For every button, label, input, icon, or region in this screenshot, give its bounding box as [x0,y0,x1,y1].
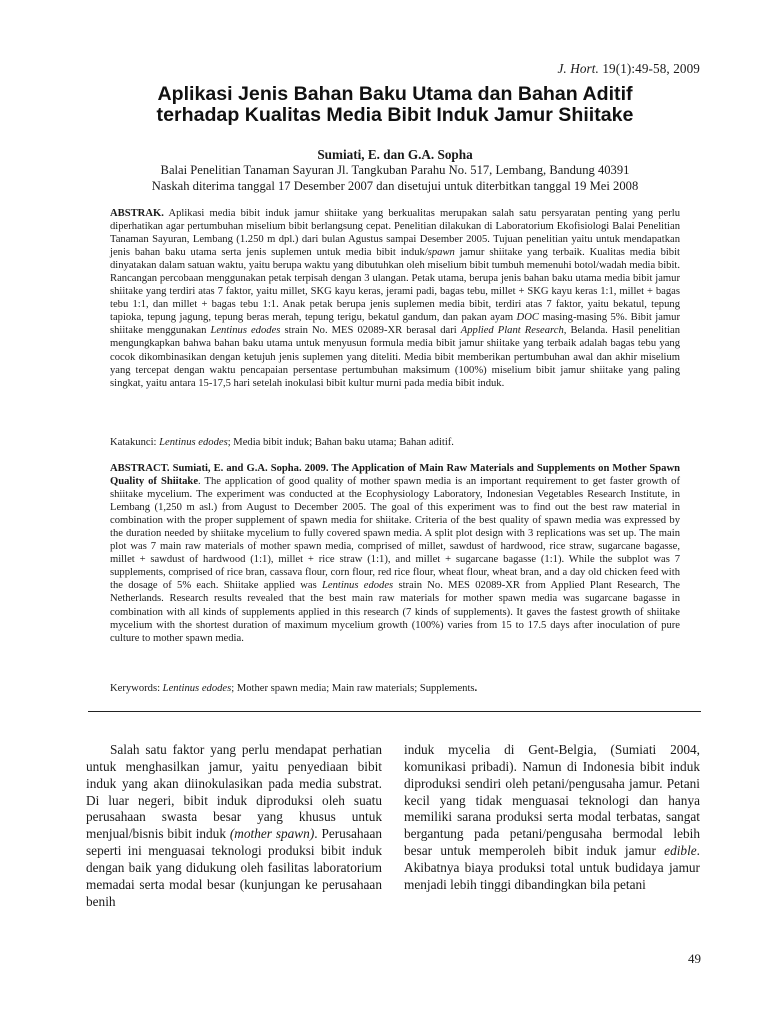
section-divider [88,711,701,712]
abstrak-text-3: masing-masing 5%. Bibit jamur shiitake menggunakan [110,312,680,337]
right-text-2: . Akibatnya biaya produksi total untuk budidaya jamur menjadi lebih tinggi dibandingkan bila petani [404,843,700,892]
abstrak-text-1: Aplikasi media bibit induk jamur shiitake yang berkualitas merupakan salah satu persyaratan penting yang perlu diperhatikan agar pertumbuhan miselium bibit berlangsung cepat. Penelitian dilakukan di Laboratorium Ekofisiologi Balai Penelitian Tanaman Sayuran, Lembang (1.250 m dpl.) dari bulan Agustus sampai Desember 2005. Tujuan penelitian yaitu untuk mendapatkan jenis bahan baku utama serta jenis suplemen untuk media bibit induk/ [110,208,680,259]
journal-reference [557,61,700,77]
title-line-1: Aplikasi Jenis Bahan Baku Utama dan Bahan Aditif [157,83,633,105]
abstrak-species: Lentinus edodes [210,325,281,337]
abstract-species: Lentinus edodes [321,580,394,592]
title-line-2: terhadap Kualitas Media Bibit Induk Jamur Shiitake [156,104,634,126]
abstrak-text-4: strain No. MES 02089-XR berasal dari [280,325,461,337]
right-text-1: induk mycelia di Gent-Belgia, (Sumiati 2004, komunikasi pribadi). Namun di Indonesia bibit induk diproduksi sendiri oleh petani/pengusaha jamur. Petani kecil yang tidak menguasai teknologi dan hanya memiliki sarana produksi serta modal terbatas, sangat bergantung pada petani/pengusaha bermodal lebih besar untuk memperoleh bibit induk jamur [404,742,700,859]
abstrak-text-2: jamur shiitake yang terbaik. Kualitas media bibit dinyatakan dalam satuan waktu, yaitu berupa waktu yang dibutuhkan oleh miselium bibit tumbuh memenuhi botol/wadah media bibit. Rancangan percobaan menggunakan petak terpisah dengan 3 ulangan. Petak utama, berupa jenis bahan baku utama media bibit jamur shiitake yang terdiri atas 7 faktor, yaitu millet, SKG kayu keras, jerami padi, bagas tebu, millet + SKG kayu keras 1:1, millet + bagas tebu 1:1, dan millet + bagas tebu 1:1. Anak petak berupa jenis suplemen media bibit, terdiri atas 7 faktor, yaitu bekatul, tepung tapioka, tepung jagung, tepung beras merah, tepung terigu, bekatul gandum, dan pakan ayam [110,247,680,324]
abstrak-spawn: spawn [427,247,455,259]
keywords-end: . [474,683,478,694]
affiliation [95,163,695,194]
katakunci [110,436,680,449]
keywords-english [110,682,680,695]
institute: Balai Penelitian Tanaman Sayuran Jl. Tangkuban Parahu No. 517, Lembang, Bandung 40391 [160,163,630,177]
abstrak-text-5: Belanda. Hasil penelitian mengungkapkan bahwa bahan baku utama untuk menyusun formula media bibit jamur shiitake yang terbaik adalah bagas tebu yang cocok dikombinasikan dengan ketujuh jenis suplemen yang diteliti. Media bibit memberikan pertumbuhan awal dan akhir miselium yang tercepat dengan waktu pencapaian persentase pertumbuhan maksimum (100%) miselium bibit jamur shiitake yang paling singkat, yaitu antara 15-17,5 hari setelah inokulasi bibit kultur murni pada media bibit induk. [110,325,681,389]
submission-dates: Naskah diterima tanggal 17 Desember 2007 dan disetujui untuk diterbitkan tanggal 19 Mei 2008 [151,178,639,193]
katakunci-rest: ; Media bibit induk; Bahan baku utama; Bahan aditif. [227,437,454,448]
body-column-left [86,742,382,910]
authors: Sumiati, E. dan G.A. Sopha [317,147,473,162]
journal-abbrev: J. Hort. [557,61,599,76]
abstrak [110,207,680,390]
left-italic: (mother spawn) [229,826,315,842]
left-text-1: Salah satu faktor yang perlu mendapat perhatian untuk menghasilkan jamur, yaitu penyediaan bibit induk yang akan diinokulasikan pada media substrat. Di luar negeri, bibit induk diproduksi oleh suatu perusahaan swasta besar yang khusus untuk menjual/bisnis bibit induk [86,742,382,842]
abstract-text-2: strain No. MES 02089-XR from Applied Plant Research, The Netherlands. Research results revealed that the best main raw materials for mother spawn media was sugarcane bagasse in combination with all kinds of supplements applied in this research (7 kinds of supplements). It gaves the fastest growth of shiitake mycelium with the shortest duration of maximum mycelium growth (100%) varies from 15 to 17.5 days after inoculation of pure culture to mother spawn media. [110,580,681,644]
abstract-english [110,462,680,645]
abstrak-label: ABSTRAK. [110,208,164,219]
paper-title [108,84,682,126]
left-text-2: . Perusahaan seperti ini menguasai teknologi produksi bibit induk dengan baik yang didukung oleh fasilitas laboratorium memadai serta modal besar (kunjungan ke perusahaan benih [86,826,382,909]
katakunci-species: Lentinus edodes [159,437,228,448]
body-column-right [404,742,700,894]
page-number: 49 [688,951,701,966]
journal-volume: 19(1):49-58, 2009 [602,61,700,76]
abstract-heading: ABSTRACT. Sumiati, E. and G.A. Sopha. 2009. The Application of Main Raw Materials and Supplements on Mother Spawn Quality of Shiitake [110,463,680,488]
abstrak-source: Applied Plant Research, [460,325,567,337]
keywords-rest: ; Mother spawn media; Main raw materials; Supplements [231,683,475,694]
abstract-text-1: . The application of good quality of mother spawn media is an important requirement to get faster growth of shiitake mycelium. The experiment was conducted at the Ecophysiology Laboratory, Indonesian Vegetables Research Institute, in Lembang (1,250 m asl.) from August to December 2005. The goal of this experiment was to find out the best raw material in combination with the proper supplement of spawn media for shiitake. Criteria of the best quality of spawn media was expressed by the duration needed by shiitake mycelium to fully covered spawn media. A split plot design with 3 replications was set up. The main plot was 7 main raw materials of mother spawn media, comprised of millet, sawdust of hardwood, rice straw, sugarcane bagasse, millet + sawdust of hardwood (1:1), millet + rice straw (1:1), and millet + sugarcane bagasse (1:1). While the subplot was 7 supplements, comprised of rice bran, cassava flour, corn flour, red rice flour, wheat flour, wheat bran, and a day old chicken feed with the dosage of 5% each. Shiitake applied was [110,476,680,592]
keywords-species: Lentinus edodes [162,683,232,694]
keywords-label: Kerywords: [110,683,163,694]
right-italic: edible [664,843,697,859]
katakunci-label: Katakunci: [110,437,160,448]
abstrak-doc: DOC [516,312,539,324]
